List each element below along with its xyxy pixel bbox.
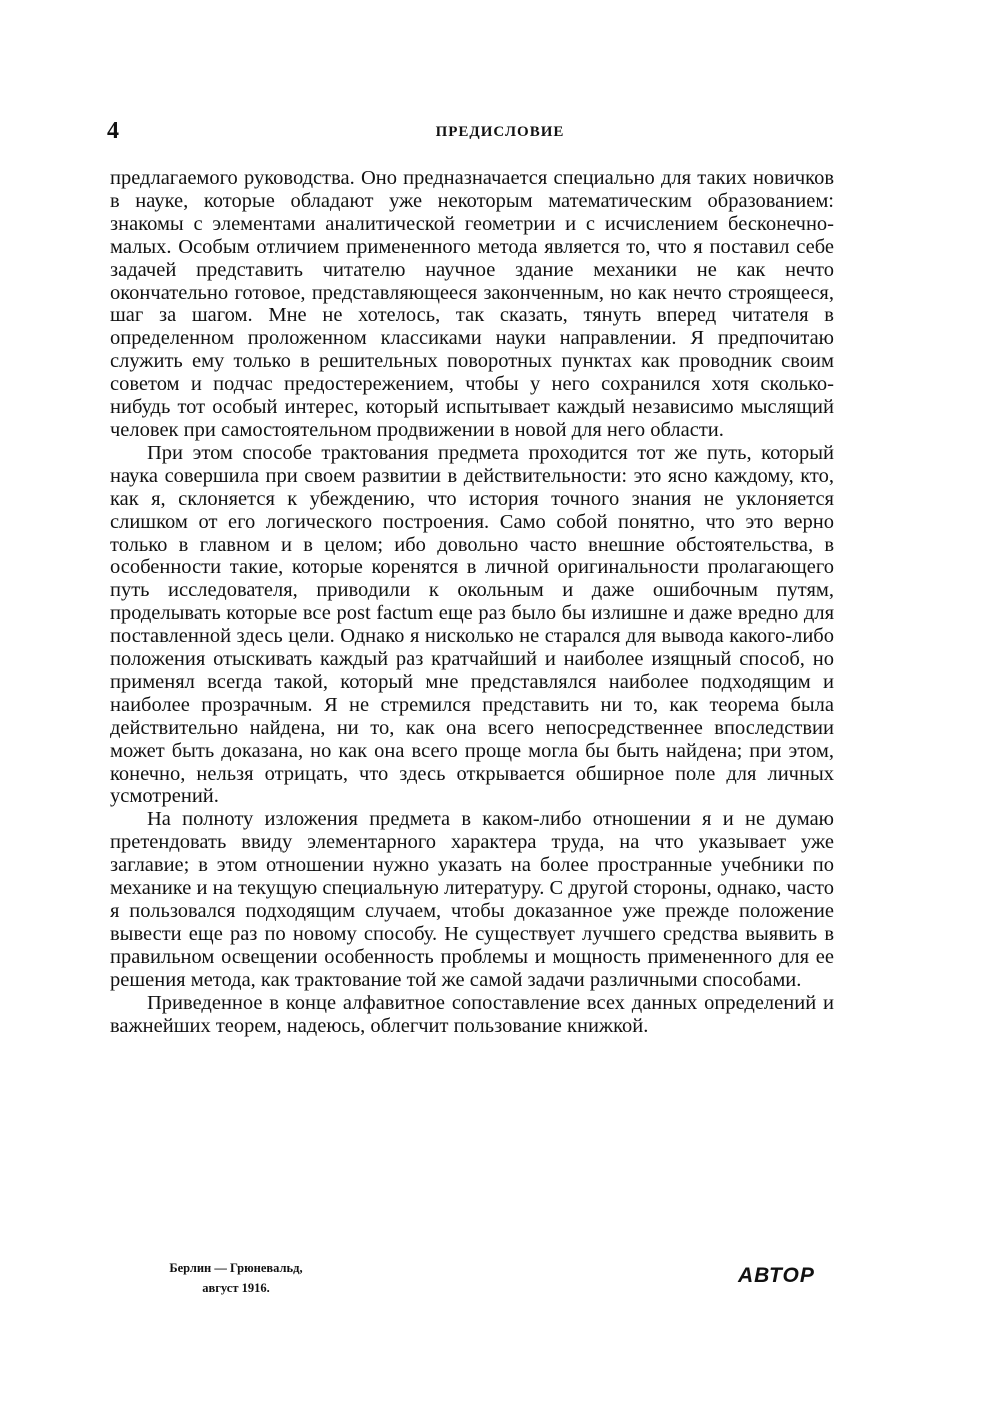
body-text	[110, 167, 834, 1037]
page-number: 4	[107, 118, 119, 144]
paragraph-4: Приведенное в конце алфавитное сопоставление всех данных определений и важнейших теорем, надеюсь, облегчит пользование книжкой.	[110, 991, 834, 1037]
author-signature: АВТОР	[738, 1264, 815, 1287]
date-line: август 1916.	[202, 1281, 270, 1295]
place-date	[146, 1258, 326, 1298]
running-title: ПРЕДИСЛОВИЕ	[435, 124, 565, 140]
paragraph-1: предлагаемого руководства. Оно предназначается специально для таких новичков в науке, которые обладают уже некоторым математическим образованием: знакомы с элементами аналитической геометрии и с исчислением бесконечно-малых. Особым отличием примененного метода является то, что я поставил себе задачей представить читателю научное здание механики не как нечто окончательно готовое, представляющееся законченным, но как нечто строящееся, шаг за шагом. Мне не хотелось, так сказать, тянуть вперед читателя в определенном проложенном классиками науки направлении. Я предпочитаю служить ему только в решительных поворотных пунктах как проводник своим советом и подчас предостережением, чтобы у него сохранился хотя сколько-нибудь тот особый интерес, который испытывает каждый независимо мыслящий человек при самостоятельном продвижении в новой для него области.	[110, 167, 834, 441]
place-line: Берлин — Грюневальд,	[169, 1261, 303, 1275]
paragraph-3: На полноту изложения предмета в каком-либо отношении я и не думаю претендовать ввиду элементарного характера труда, на что указывает уже заглавие; в этом отношении нужно указать на более пространные учебники по механике и на текущую специальную литературу. С другой стороны, однако, часто я пользовался подходящим случаем, чтобы доказанное уже прежде положение вывести еще раз по новому способу. Не существует лучшего средства выявить в правильном освещении особенность проблемы и мощность примененного для ее решения метода, как трактование той же самой задачи различными способами.	[110, 808, 834, 991]
paragraph-2: При этом способе трактования предмета проходится тот же путь, который наука совершила при своем развитии в действительности: это ясно каждому, кто, как я, склоняется к убеждению, что история точного знания не уклоняется слишком от его логического построения. Само собой понятно, что это верно только в главном и в целом; ибо довольно часто внешние обстоятельства, в особенности такие, которые коренятся в личной оригинальности пролагающего путь исследователя, приводили к окольным и даже ошибочным путям, проделывать которые все post factum еще раз было бы излишне и даже вредно для поставленной здесь цели. Однако я нисколько не старался для вывода какого-либо положения отыскивать каждый раз кратчайший и наиболее изящный способ, но применял всегда такой, который мне представлялся наиболее подходящим и наиболее прозрачным. Я не стремился представить ни то, как теорема была действительно найдена, ни то, как она всего непосредственнее впоследствии может быть доказана, но как она всего проще могла бы быть найдена; при этом, конечно, нельзя отрицать, что здесь открывается обширное поле для личных усмотрений.	[110, 441, 834, 808]
